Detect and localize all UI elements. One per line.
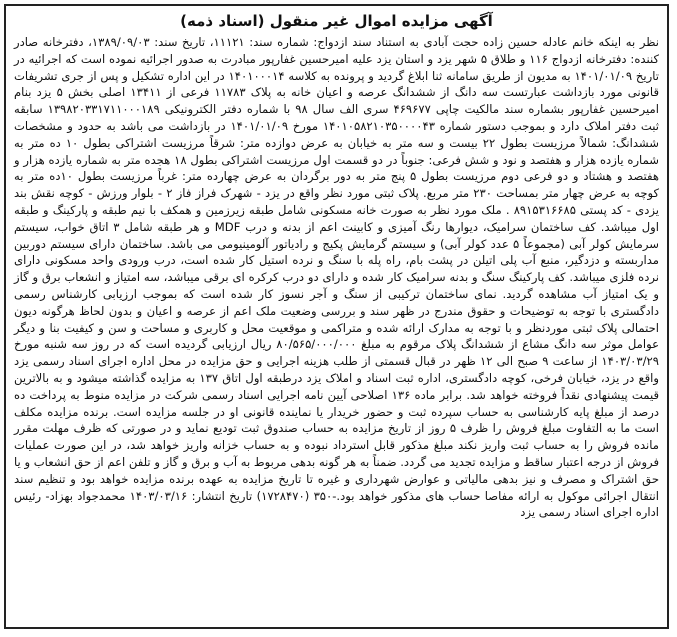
auction-notice: [4, 4, 669, 629]
notice-body: نظر به اینکه خانم عادله حسین زاده حجت آبادی به استناد سند ازدواج: شماره سند: ۱۱۱۲۱، تاریخ سند: ۱۳۸۹/۰۹/۰۳، دفترخانه صادر کننده: دفترخانه ازدواج ۱۱۶ و طلاق ۵ شهر یزد و استان یزد علیه امیرحسین غفارپور مبادرت به صدور اجرائیه نموده است که اجرائیه در تاریخ ۱۴۰۱/۰۱/۰۹ به مدیون از طریق سامانه ثنا ابلاغ گردید و پرونده به کلاسه ۱۴۰۱۰۰۰۱۴ در این اداره تشکیل و پس از جری تشریفات قانونی مورد بازداشت عبارتست سه دانگ از ششدانگ عرصه و اعیان خانه به پلاک ۱۱۷۸۳ فرعی از ۱۳۴۱۱ اصلی بخش ۵ یزد بنام امیرحسین غفارپور بشماره سند مالکیت چاپی ۴۶۹۶۷۷ سری الف سال ۹۸ با شماره دفتر الکترونیکی ۱۳۹۸۲۰۳۳۱۷۱۱۰۰۰۱۸۹ سابقه ثبت دفتر املاک دارد و بموجب دستور شماره ۱۴۰۱۰۵۸۲۱۰۳۵۰۰۰۰۴۳ مورخ ۱۴۰۱/۰۱/۰۹ در بازداشت می باشد به حدود و مشخصات ششدانگ: شمالاً مرزیست بطول ۲۲ بیست و سه متر به خیابان به عرض دوازده متر: شرقاً مرزیست اشتراکی بطول ۱۰ ده متر به شماره یازده هزار و هفتصد و نود و شش فرعی: جنوباً در دو قسمت اول مرزیست اشتراکی بطول ۱۸ هجده متر به شماره یازده هزار و هفتصد و هشتاد و دو فرعی دوم مرزیست بطول ۵ پنج متر به دور برگردان به عرض چهارده متر: غرباً مرزیست بطول ۱۰ده متر به کوچه به عرض چهار متر بمساحت ۲۳۰ متر مربع. پلاک ثبتی مورد نظر واقع در یزد - شهرک فراز فاز ۲ - بلوار ورزش - کوچه نقش بند یزدی - کد پستی ۸۹۱۵۳۱۶۶۸۵ . ملک مورد نظر به صورت خانه مسکونی شامل طبقه زیرزمین و همکف با نیم طبقه و پارکینگ و طبقه اول میباشد. کف ساختمان سرامیک، دیوارها رنگ آمیزی و کابینت اعم از بدنه و درب MDF و هر طبقه شامل ۳ اتاق خواب، سیستم سرمایش کولر آبی (مجموعاً ۵ عدد کولر آبی) و سیستم گرمایش پکیج و رادیاتور آلومینیومی می باشد. ساختمان دارای سیستم دوربین مداربسته و دزدگیر، منبع آب پلی اتیلن در پشت بام، راه پله با سنگ و نرده استیل کار شده است، درب ورودی واحد مسکونی دارای نرده فلزی میباشد. کف پارکینگ سنگ و بدنه سرامیک کار شده و دارای دو درب کرکره ای برقی میباشد، سه امتیاز و انشعاب برق و گاز و یک امتیاز آب مشاهده گردید. نمای ساختمان ترکیبی از سنگ و آجر نسوز کار شده است که بموجب ارزیابی کارشناس رسمی دادگستری با توجه به توضیحات و حقوق مندرج در ظهر سند و بررسی وضعیت ملک اعم از عرصه و اعیان و بدون لحاظ هرگونه دیون احتمالی پلاک ثبتی موردنظر و با توجه به مدارک ارائه شده و متراکمی و موقعیت محل و کاربری و مساحت و سن و کیفیت بنا و دیگر عوامل موثر سه دانگ مشاع از ششدانگ پلاک مرقوم به مبلغ ۸۰/۵۶۵/۰۰۰/۰۰۰ ریال ارزیابی گردیده است که در روز سه شنبه مورخ ۱۴۰۳/۰۳/۲۹ از ساعت ۹ صبح الی ۱۲ ظهر در قبال قسمتی از طلب هزینه اجرایی و حق مزایده در محل اداره اجرای اسناد رسمی یزد واقع در یزد، خیابان فرخی، کوچه دادگستری، اداره ثبت اسناد و املاک یزد درطبقه اول اتاق ۱۳۷ به مزایده گذاشته میشود و به بالاترین قیمت پیشنهادی نقداً فروخته خواهد شد. برابر ماده ۱۳۶ اصلاحی آیین نامه اجرایی اسناد رسمی شرکت در مزایده منوط به پرداخت ده درصد از مبلغ پایه کارشناسی به حساب سپرده ثبت و حضور خریدار یا نماینده قانونی او در جلسه مزایده است. برنده مزایده مکلف است ما به التفاوت مبلغ فروش را ظرف ۵ روز از تاریخ مزایده به حساب صندوق ثبت تودیع نماید و در صورتی که ظرف مهلت مقرر مانده فروش را به حساب ثبت واریز نکند مبلغ مذکور قابل استرداد نبوده و به حساب خزانه واریز خواهد شد، در این صورت عملیات فروش از درجه اعتبار ساقط و مزایده تجدید می گردد. ضمناً به هر گونه بدهی مربوط به آب و برق و گاز و تلفن اعم از حق انشعاب و یا حق اشتراک و مصرف و نیز بدهی مالیاتی و عوارض شهرداری و غیره تا تاریخ مزایده به عهده برنده مزایده خواهد بود و تنظیم سند انتقال اجرائی موکول به ارائه مفاصا حساب های مذکور خواهد بود.-۳۵۰ (۱۷۲۸۴۷۰) تاریخ انتشار: ۱۴۰۳/۰۳/۱۶ محمدجواد بهزاد- رئیس اداره اجرای اسناد رسمی یزد: [14, 35, 660, 520]
notice-title: آگهی مزایده اموال غیر منقول (اسناد ذمه): [180, 12, 493, 30]
